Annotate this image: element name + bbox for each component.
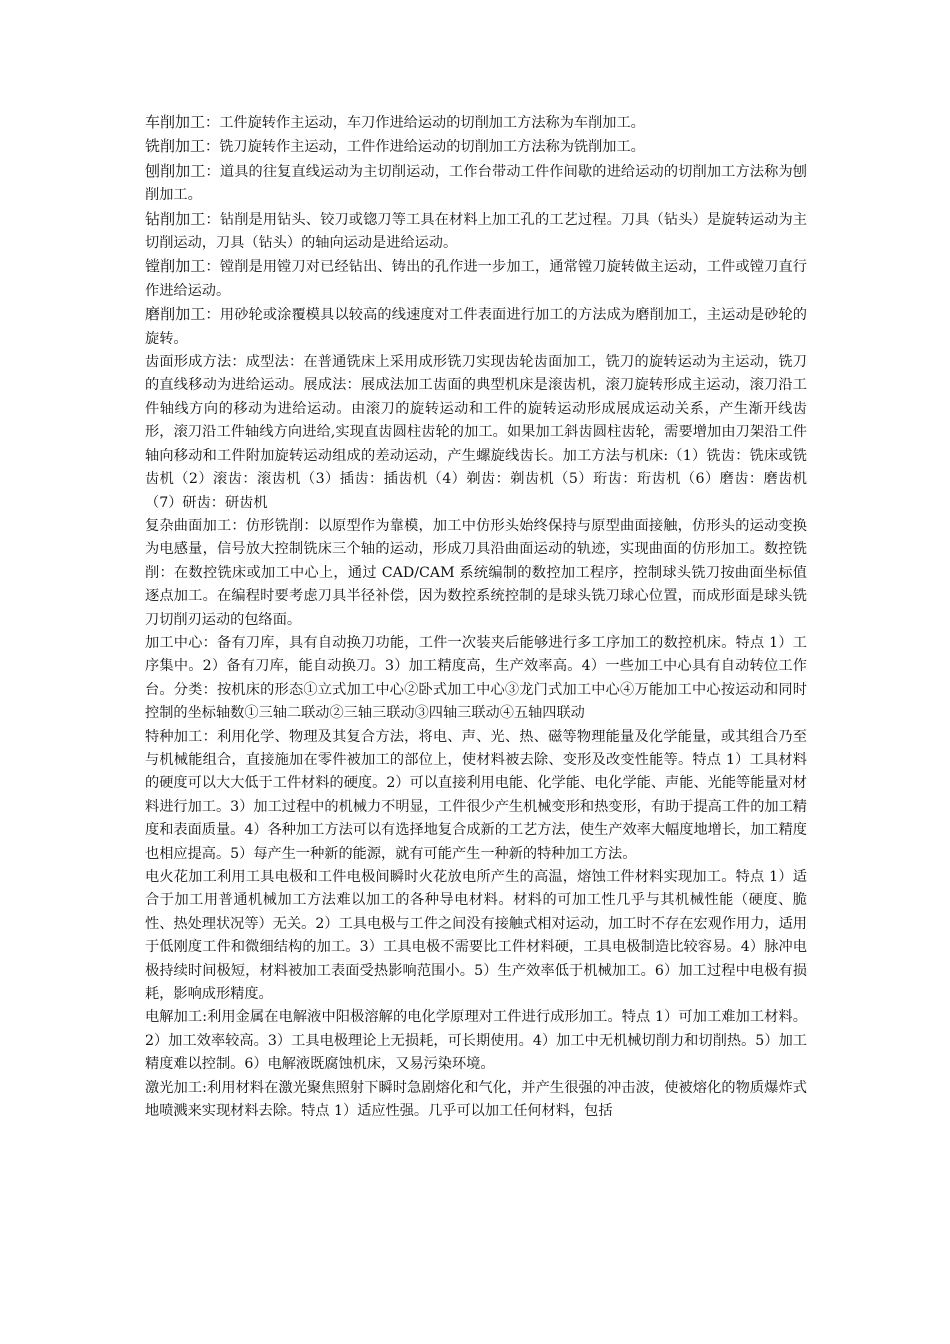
paragraph-boring — [145, 255, 807, 303]
paragraph-text: 道具的往复直线运动为主切削运动，工作台带动工件作间歇的进给运动的切削加工方法称为刨削加工。 — [145, 163, 807, 204]
paragraph-ecm: 电解加工:利用金属在电解液中阳极溶解的电化学原理对工件进行成形加工。特点 1）可加工难加工材料。2）加工效率较高。3）工具电极理论上无损耗，可长期使用。4）加工中无机械切削力和切削热。5）加工精度难以控制。6）电解液既腐蚀机床，又易污染环境。 — [145, 1009, 807, 1073]
paragraph-text: 铣刀旋转作主运动，工件作进给运动的切削加工方法称为铣削加工。 — [219, 139, 645, 156]
paragraph-text: 工件旋转作主运动，车刀作进给运动的切削加工方法称为车削加工。 — [219, 115, 645, 131]
paragraph-text: 镗削是用镗刀对已经钻出、铸出的孔作进一步加工，通常镗刀旋转做主运动，工件或镗刀直行作进给运动。 — [145, 259, 807, 299]
paragraph-complex-surface: 复杂曲面加工：仿形铣削：以原型作为靠模，加工中仿形头始终保持与原型曲面接触，仿形头的运动变换为电感量，信号放大控制铣床三个轴的运动，形成刀具沿曲面运动的轨迹，实现曲面的仿形加工。数控铣削：在数控铣床或加工中心上，通过 CAD/CAM 系统编制的数控加工程序，控制球头铣刀按曲面坐标值逐点加工。在编程时要考虑刀具半径补偿，因为数控系统控制的是球头铣刀球心位置，而成形面是球头铣刀切削刃运动的包络面。 — [145, 517, 807, 628]
term-separator: ： — [205, 211, 220, 228]
term-label: 镗削加工 — [145, 257, 206, 276]
paragraph-turning — [145, 111, 807, 135]
term-separator: ： — [205, 259, 220, 276]
paragraph-special-machining: 特种加工：利用化学、物理及其复合方法，将电、声、光、热、磁等物理能量及化学能量，或其组合乃至与机械能组合，直接施加在零件被加工的部位上，使材料被去除、变形及改变性能等。特点 1）工具材料的硬度可以大大低于工件材料的硬度。2）可以直接利用电能、化学能、电化学能、声能、光能等能量对材料进行加工。3）加工过程中的机械力不明显，工件很少产生机械变形和热变形，有助于提高工件的加工精度和表面质量。4）各种加工方法可以有选择地复合成新的工艺方法，使生产效率大幅度地增长，加工精度也相应提高。5）每产生一种新的能源，就有可能产生一种新的特种加工方法。 — [145, 728, 807, 862]
term-label: 钻削加工 — [145, 209, 206, 228]
term-label: 磨削加工 — [145, 305, 206, 324]
paragraph-text: 用砂轮或涂覆模具以较高的线速度对工件表面进行加工的方法成为磨削加工，主运动是砂轮的旋转。 — [145, 307, 807, 347]
term-separator: ： — [205, 307, 220, 324]
term-label: 刨削加工 — [145, 161, 206, 180]
term-separator: ： — [205, 139, 220, 156]
document-page — [145, 111, 807, 1123]
paragraph-laser: 激光加工:利用材料在激光聚焦照射下瞬时急剧熔化和气化，并产生很强的冲击波，使被熔化的物质爆炸式地喷溅来实现材料去除。特点 1）适应性强。几乎可以加工任何材料，包括 — [145, 1079, 807, 1120]
term-separator: ： — [205, 163, 220, 180]
term-label: 铣削加工 — [145, 137, 206, 156]
paragraph-machining-center: 加工中心：备有刀库，具有自动换刀功能，工件一次装夹后能够进行多工序加工的数控机床。特点 1）工序集中。2）备有刀库，能自动换刀。3）加工精度高，生产效率高。4）一些加工中心具有自动转位工作台。分类：按机床的形态①立式加工中心②卧式加工中心③龙门式加工中心④万能加工中心按运动和同时控制的坐标轴数①三轴二联动②三轴三联动③四轴三联动④五轴四联动 — [145, 634, 807, 722]
paragraph-grinding — [145, 303, 807, 351]
term-separator: ： — [205, 115, 220, 131]
paragraph-milling — [145, 135, 807, 159]
paragraph-text: 钻削是用钻头、铰刀或锪刀等工具在材料上加工孔的工艺过程。刀具（钻头）是旋转运动为主切削运动，刀具（钻头）的轴向运动是进给运动。 — [145, 211, 807, 252]
paragraph-edm: 电火花加工利用工具电极和工件电极间瞬时火花放电所产生的高温，熔蚀工件材料实现加工。特点 1）适合于加工用普通机械加工方法难以加工的各种导电材料。材料的可加工性几乎与其机械性能（硬度、脆性、热处理状况等）无关。2）工具电极与工件之间没有接触式相对运动，加工时不存在宏观作用力，适用于低刚度工件和微细结构的加工。3）工具电极不需要比工件材料硬，工具电极制造比较容易。4）脉冲电极持续时间极短，材料被加工表面受热影响范围小。5）生产效率低于机械加工。6）加工过程中电极有损耗，影响成形精度。 — [145, 869, 807, 1003]
paragraph-drilling — [145, 208, 807, 256]
paragraph-gear-forming: 齿面形成方法：成型法：在普通铣床上采用成形铣刀实现齿轮齿面加工，铣刀的旋转运动为主运动，铣刀的直线移动为进给运动。展成法：展成法加工齿面的典型机床是滚齿机，滚刀旋转形成主运动，滚刀沿工件轴线方向的移动为进给运动。由滚刀的旋转运动和工件的旋转运动形成展成运动关系，产生渐开线齿形，滚刀沿工件轴线方向进给,实现直齿圆柱齿轮的加工。如果加工斜齿圆柱齿轮，需要增加由刀架沿工件轴向移动和工件附加旋转运动组成的差动运动，产生螺旋线齿长。加工方法与机床:（1）铣齿：铣床或铣齿机（2）滚齿：滚齿机（3）插齿：插齿机（4）剃齿：剃齿机（5）珩齿：珩齿机（6）磨齿：磨齿机（7）研齿：研齿机 — [145, 354, 807, 511]
paragraph-planing — [145, 160, 807, 208]
term-label: 车削加工 — [145, 113, 206, 131]
